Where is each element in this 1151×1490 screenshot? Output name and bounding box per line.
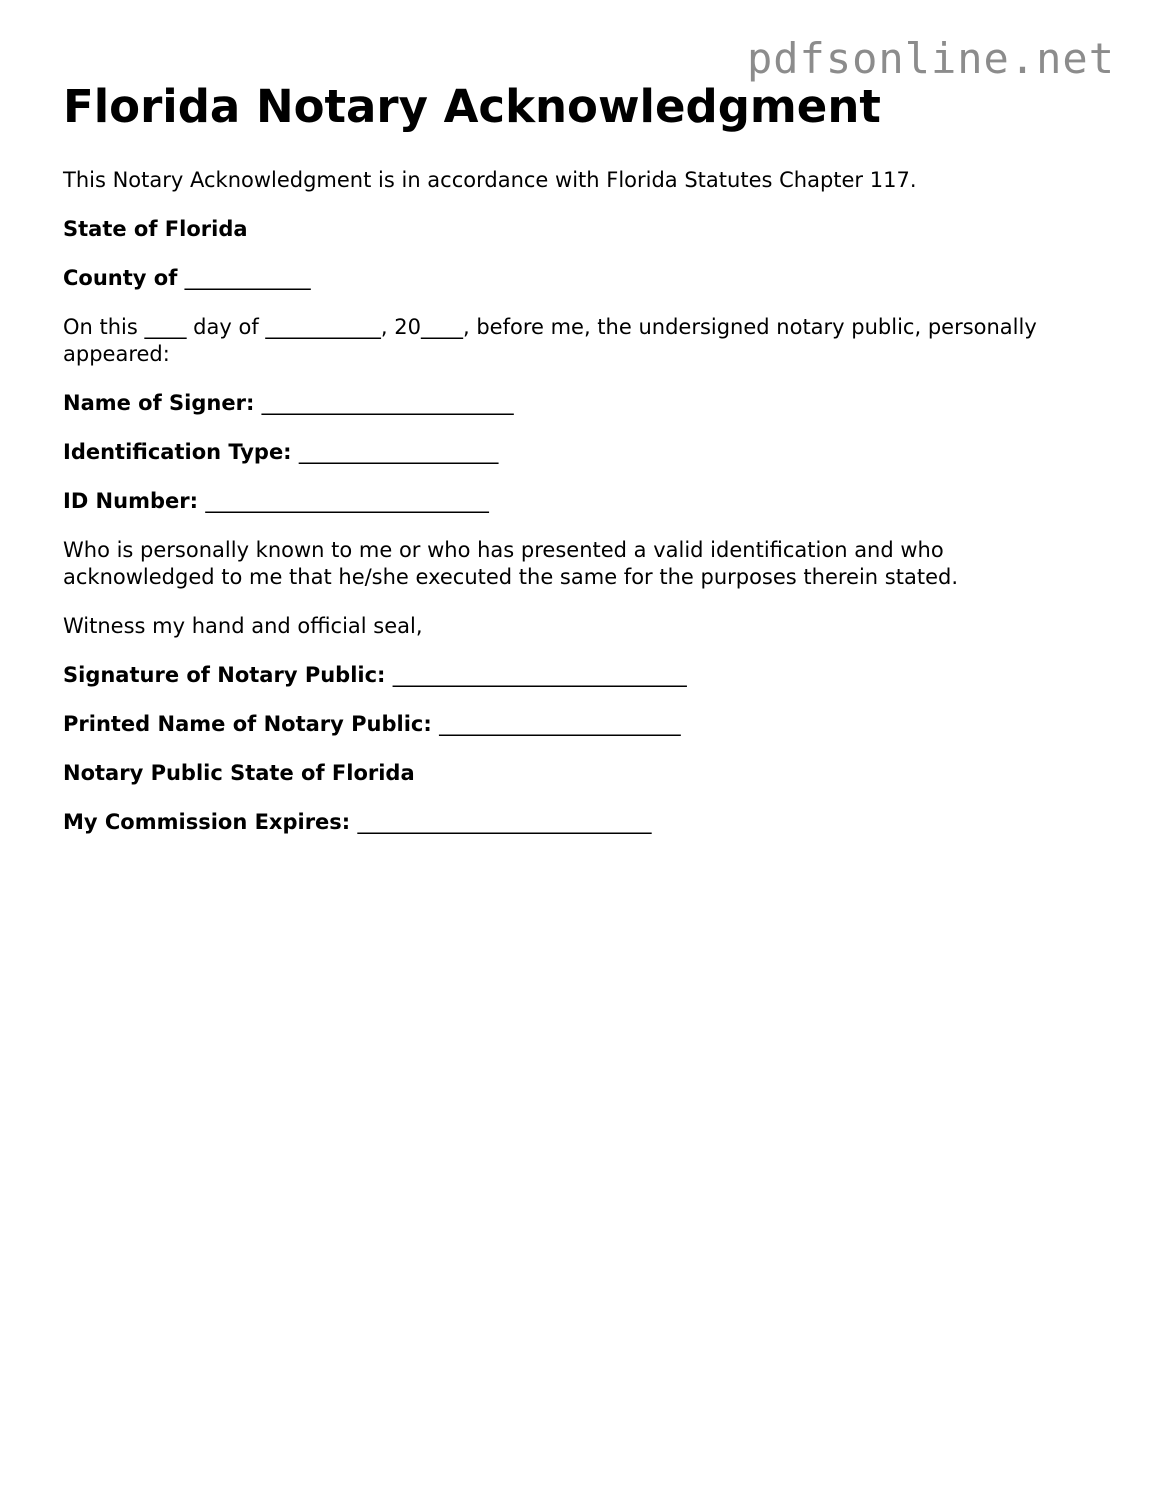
- id-type-label: Identification Type:: [63, 440, 292, 464]
- county-label: County of: [63, 266, 178, 290]
- county-line: [63, 265, 1093, 292]
- id-number-line: [63, 488, 1093, 515]
- id-type-blank[interactable]: ___________________: [298, 440, 499, 464]
- witness-line: Witness my hand and official seal,: [63, 614, 423, 638]
- notary-printed-name-line: [63, 711, 1093, 738]
- notary-state-line: Notary Public State of Florida: [63, 761, 415, 785]
- id-number-label: ID Number:: [63, 489, 198, 513]
- notary-signature-blank[interactable]: ____________________________: [392, 663, 687, 687]
- county-blank[interactable]: ____________: [184, 266, 311, 290]
- notary-printed-name-blank[interactable]: _______________________: [439, 712, 681, 736]
- acknowledgment-paragraph: Who is personally known to me or who has presented a valid identification and who acknowledged to me that he/she executed the same for the purposes therein stated.: [63, 538, 958, 589]
- commission-expires-label: My Commission Expires:: [63, 810, 351, 834]
- intro-paragraph: This Notary Acknowledgment is in accordance with Florida Statutes Chapter 117.: [63, 168, 917, 192]
- watermark: pdfsonline.net: [746, 34, 1115, 83]
- appearance-paragraph: On this ____ day of ___________, 20____, before me, the undersigned notary public, personally appeared:: [63, 315, 1037, 366]
- signer-name-blank[interactable]: ________________________: [261, 391, 514, 415]
- document-title: Florida Notary Acknowledgment: [63, 80, 881, 133]
- document-page: [63, 80, 1093, 858]
- id-type-line: [63, 439, 1093, 466]
- signer-name-line: [63, 390, 1093, 417]
- commission-expires-line: [63, 809, 1093, 836]
- notary-signature-label: Signature of Notary Public:: [63, 663, 386, 687]
- notary-signature-line: [63, 662, 1093, 689]
- notary-printed-name-label: Printed Name of Notary Public:: [63, 712, 432, 736]
- signer-name-label: Name of Signer:: [63, 391, 255, 415]
- id-number-blank[interactable]: ___________________________: [205, 489, 489, 513]
- state-heading: State of Florida: [63, 217, 248, 241]
- commission-expires-blank[interactable]: ____________________________: [357, 810, 652, 834]
